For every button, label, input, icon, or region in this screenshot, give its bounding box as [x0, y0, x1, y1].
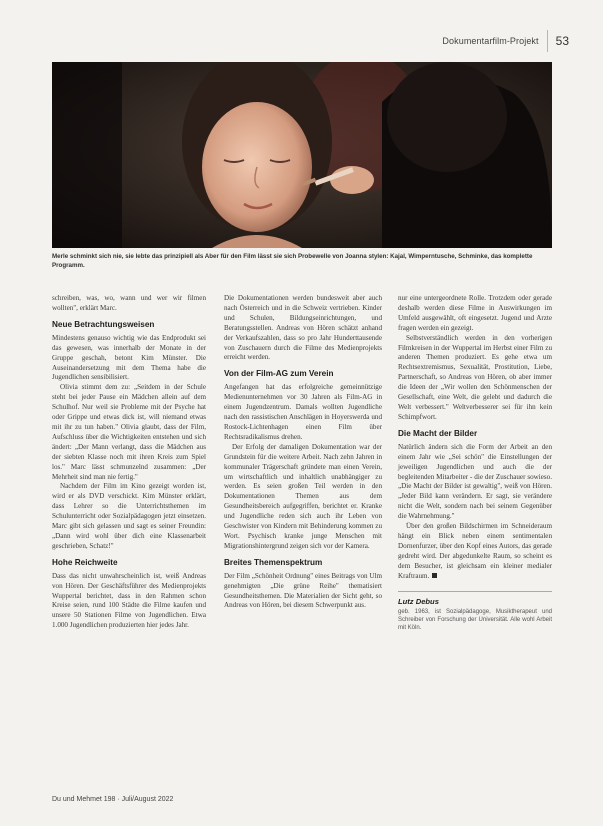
- paragraph: Dass das nicht unwahrscheinlich ist, weiß Andreas von Hören. Der Geschäftsführer des Medienprojekts Wuppertal berichtet, dass in den Rahmen schon Kreise seien, rund 100 Städte die Filme kaufen und unsere 50 Stationen Filme von Jugendlichen. Etwa 1.000 Jugendlichen produzierten hier jedes Jahr.: [52, 571, 206, 630]
- end-mark: [432, 573, 437, 578]
- section-title: Dokumentarfilm-Projekt: [442, 36, 539, 46]
- photo-caption: Merle schminkt sich nie, sie lebte das prinzipiell als Aber für den Film lässt sie sich Probewelle von Joanna stylen: Kajal, Wimperntusche, Schminke, das komplette Programm.: [52, 253, 533, 269]
- paragraph: [398, 522, 552, 581]
- paragraph: nur eine untergeordnete Rolle. Trotzdem oder gerade deshalb werden diese Filme in Auswirkungen im Umfeld ausgewählt, oft eingesetzt. Jugend und Arzte fragen werden ein gezeigt.: [398, 294, 552, 332]
- author-divider: [398, 591, 552, 592]
- paragraph: Mindestens genauso wichtig wie das Endprodukt sei das gewesen, was innerhalb der Monate in der Gruppe geschah, betont Kim Münster. Die Auseinandersetzung mit dem Thema habe die Jugendlichen sensibilisiert.: [52, 333, 206, 382]
- running-header: [442, 30, 569, 52]
- paragraph-text: Über den großen Bildschirmen im Schneideraum hängt ein Blick neben einem sentimentalen Dornenfurzer, über den Kopf eines Autors, das gerade gedreht wird. Der abgedunkelte Raum, so scheint es dem Besucher, ist gleichsam ein kleiner medialer Kraftraum.: [398, 522, 552, 580]
- page-footer: Du und Mehmet 198 · Juli/August 2022: [52, 796, 174, 803]
- paragraph: Natürlich ändern sich die Form der Arbeit an den einem Jahr wie „Sei schön" die Einstellungen der jeweiligen Jugendlichen und auch die der begleitenden Mitarbeiter - die der Zuschauer sowieso. „Die Macht der Bilder ist gewaltig", weiß von Hören. „Jeder Bild kann verändern. Er sagt, sie verändere nicht die Welt, sondern nach bei seinem Gegenüber die Wahrnehmung.": [398, 442, 552, 521]
- header-divider: [547, 30, 548, 52]
- page-number: 53: [555, 34, 569, 48]
- paragraph: schreiben, was, wo, wann und wer wir filmen wollten", erklärt Marc.: [52, 294, 206, 312]
- paragraph: Die Dokumentationen werden bundesweit aber auch nach Österreich und in die Schweiz vertrieben. Kinder und Schulen, Bildungseinrichtungen, und Beratungsstellen. Andreas von Hören schätzt anhand der Verkaufszahlen, dass so pro Jahr Hunderttausende von Zuschauern durch die Filme des Medienprojekts erreicht werden.: [224, 294, 382, 362]
- paragraph: Der Film „Schönheit Ordnung" eines Beitrags von Ulm genehmigten „Die grüne Reihe" thematisiert Gesundheitsthemen. Die Materialien der Sicht geht, so Andreas von Hören, bei diesem Schwerpunkt aus.: [224, 571, 382, 610]
- subheading: Breites Themenspektrum: [224, 557, 323, 567]
- subheading: Hohe Reichweite: [52, 557, 118, 567]
- subheading: Von der Film-AG zum Verein: [224, 369, 334, 379]
- subheading: Die Macht der Bilder: [398, 428, 478, 438]
- text-column-2: [224, 294, 382, 611]
- author-bio: geb. 1963, ist Sozialpädagoge, Musiktherapeut und Schreiber von Forschung der Universität. Alle wohl Arbeit mit Köln.: [398, 609, 552, 631]
- paragraph: Angefangen hat das erfolgreiche gemeinnützige Medienunternehmen vor 30 Jahren als Film-AG in einem Jugendzentrum. Damals wollten Jugendliche nach den rassistischen Anschlägen in Hoyerswerda und Rostock-Lichtenhagen einen Film über Rechtsradikalismus drehen.: [224, 383, 382, 441]
- paragraph: Selbstverständlich werden in den vorherigen Filmkreisen in der Wuppertal im Herbst einer Film zu anderen Themen produziert. Es gehe etwa um Rechtsextremismus, Sexualität, Prostitution, Liebe, Partnerschaft, so Andreas von Hören, ob aber immer die Ideen der „Wir wollen den Schönmenschen der Gesellschaft, eine Welt, die gelebt und dadurch die Welt verbessert." Weltverbesserer sei für ihn kein Schimpfwort.: [398, 333, 552, 421]
- article-photo: [52, 62, 552, 248]
- author-name: Lutz Debus: [398, 597, 439, 607]
- paragraph: Olivia stimmt dem zu: „Seitdem in der Schule steht bei jeder Pause ein Mädchen allein auf dem Schulhof. Nur weil sie Probleme mit der Psyche hat oder Grippe und etwas dick ist, will niemand etwas mit ihr zu tun haben." Olivia glaubt, dass der Film, Aufschluss über die Wichtigkeiten entstehen und sich ändert: „Der Mann verlangt, dass die Mädchen aus der siebten Klasse noch mit ihren Kreis zum Spiel los." Marc lässt schmunzelnd zusammen: „Der Mehrheit sind man nie fertig.": [52, 383, 206, 481]
- subheading: Neue Betrachtungsweisen: [52, 319, 155, 329]
- paragraph: Nachdem der Film im Kino gezeigt worden ist, wird er als DVD verschickt. Kim Münster erklärt, dass Lehrer so die Unterrichtsthemen im Schulunterricht oder Sozialpädagogen jetzt einsetzen. Marc gibt sich gelassen und sagt es seiner Freundin: „Dann wird wohl über dich eine Klassenarbeit geschrieben, Schatz!": [52, 482, 206, 550]
- paragraph: Der Erfolg der damaligen Dokumentation war der Grundstein für die weitere Arbeit. Nach zehn Jahren in kommunaler Trägerschaft gründete man einen Verein, um wirtschaftlich und inhaltlich unabhängiger zu werden. Es seien großen Teil werden in den Dokumentationen Themen aus dem Gesundheitsbereich aufgegriffen, berichtet er. Kranke und Jugendliche reden sich auch ihr Leben von Geschwister von Kindern mit Behinderung kommen zu Wort. Psychisch kranke junge Menschen mit Migrationshintergrund zeigen sich vor der Kamera.: [224, 442, 382, 550]
- text-column-3: [398, 294, 552, 632]
- photo-illustration: [52, 62, 552, 248]
- text-column-1: [52, 294, 206, 631]
